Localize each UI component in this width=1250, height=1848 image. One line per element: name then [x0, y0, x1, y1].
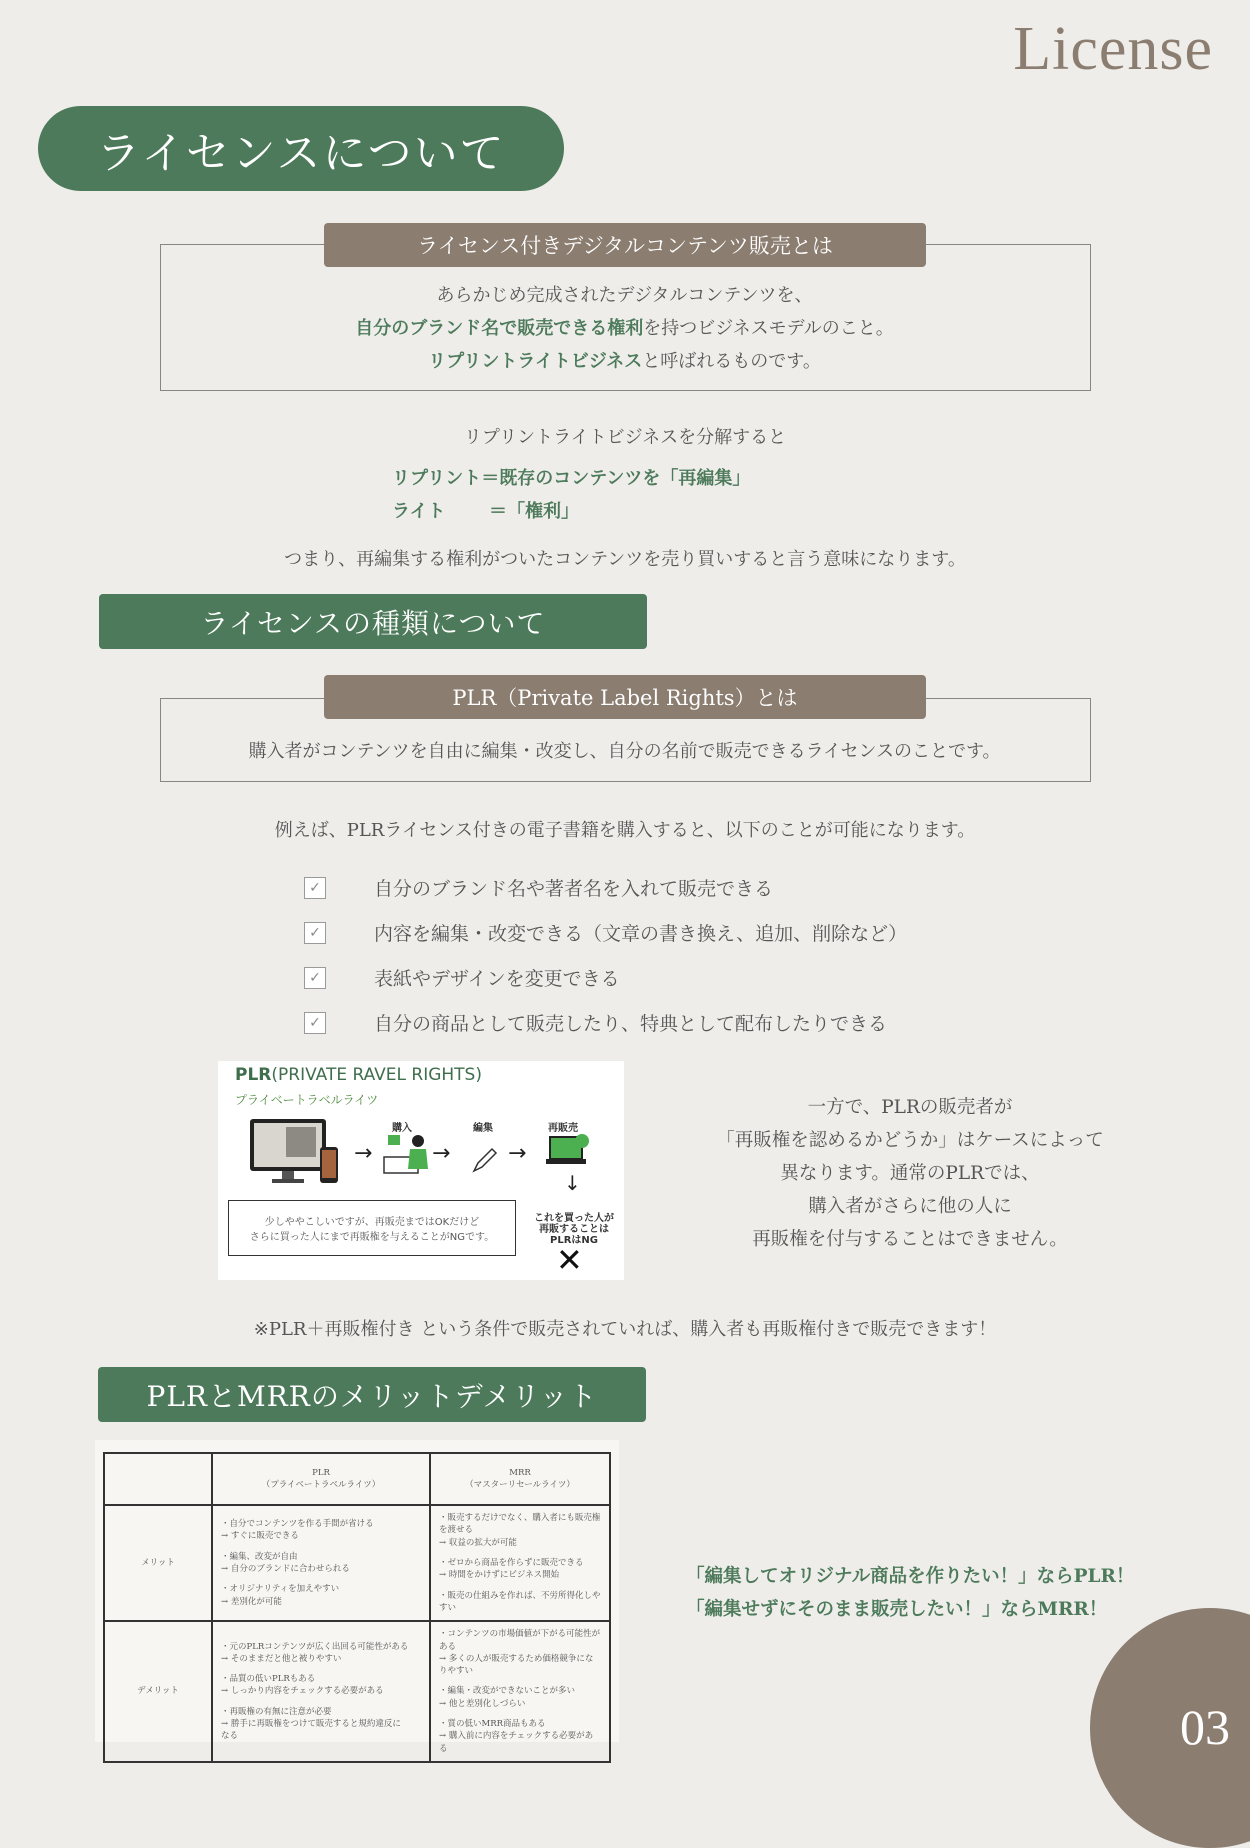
table-row-label: デメリット	[104, 1621, 212, 1762]
ng-label: これを買った人が 再販することは PLRはNG	[534, 1213, 614, 1246]
page-title: ライセンスについて	[38, 106, 564, 191]
license-heading: License	[1013, 15, 1213, 83]
checkbox-icon: ✓	[304, 877, 326, 899]
table-header-mrr: MRR （マスターリセールライツ）	[430, 1453, 610, 1505]
table-corner-cell	[104, 1453, 212, 1505]
intro-line-2-text: を持つビジネスモデルのこと。	[643, 318, 894, 339]
decompose-row-1: リプリント＝既存のコンテンツを「再編集」	[392, 468, 751, 489]
section-license-types: ライセンスの種類について	[99, 594, 647, 649]
step-edit-label: 編集	[473, 1123, 493, 1134]
check-item-label: 自分のブランド名や著者名を入れて販売できる	[374, 878, 774, 900]
intro-tab: ライセンス付きデジタルコンテンツ販売とは	[324, 223, 926, 267]
arrow-icon: →	[432, 1141, 451, 1166]
check-item	[304, 955, 1004, 1000]
diagram-subtitle: プライベートラベルライツ	[235, 1093, 379, 1107]
check-item	[304, 1000, 1004, 1045]
intro-line-1: あらかじめ完成されたデジタルコンテンツを、	[436, 285, 813, 306]
step-buy-label: 購入	[392, 1123, 412, 1134]
checkbox-icon: ✓	[304, 1012, 326, 1034]
diagram-title: PLR(PRIVATE RAVEL RIGHTS)	[235, 1065, 482, 1085]
check-item-label: 自分の商品として販売したり、特典として配布したりできる	[374, 1013, 888, 1035]
intro-line-3	[160, 347, 1089, 373]
intro-line-2	[160, 314, 1089, 340]
decompose-row-2-value: ＝「権利」	[489, 501, 579, 522]
check-item	[304, 865, 1004, 910]
intro-line-2-highlight: 自分のブランド名で販売できる権利	[355, 318, 644, 339]
comparison-table	[95, 1440, 619, 1754]
conclusion	[686, 1560, 1134, 1626]
arrow-icon: →	[508, 1141, 527, 1166]
table-row-label: メリット	[104, 1505, 212, 1621]
checkbox-icon: ✓	[304, 967, 326, 989]
plr-example: 例えば、PLRライセンス付きの電子書籍を購入すると、以下のことが可能になります。	[274, 820, 976, 841]
plr-description: 購入者がコンテンツを自由に編集・改変し、自分の名前で販売できるライセンスのことです。	[248, 741, 1001, 762]
resale-note: ※PLR＋再販権付き という条件で販売されていれば、購入者も再販権付きで販売できます！	[253, 1319, 997, 1340]
plr-diagram	[218, 1061, 624, 1280]
check-item-label: 表紙やデザインを変更できる	[374, 968, 620, 990]
table-cell-plr-merit: ・自分でコンテンツを作る手間が省ける → すぐに販売できる ・編集、改変が自由 → 自分のブランドに合わせられる ・オリジナリティを加えやすい → 差別化が可能	[212, 1505, 430, 1621]
diagram-note: 少しややこしいですが、再販売まではOKだけど さらに買った人にまで再販権を与えることがNGです。	[228, 1200, 516, 1256]
intro-line-3-text: と呼ばれるものです。	[642, 351, 821, 372]
check-item	[304, 910, 1004, 955]
cross-icon: ✕	[556, 1241, 583, 1279]
check-item-label: 内容を編集・改変できる（文章の書き換え、追加、削除など）	[374, 923, 908, 945]
table-header-plr: PLR （プライベートラベルライツ）	[212, 1453, 430, 1505]
decompose-summary: つまり、再編集する権利がついたコンテンツを売り買いすると言う意味になります。	[284, 549, 966, 570]
arrow-down-icon: ↓	[564, 1171, 581, 1195]
table-cell-mrr-demerit: ・コンテンツの市場価値が下がる可能性がある → 多くの人が販売するため価格競争になりやすい ・編集・改変ができないことが多い → 他と差別化しづらい ・質の低いMRR商品もある → 購入前に内容をチェックする必要がある	[430, 1621, 610, 1762]
decompose-row-2-label: ライト	[392, 501, 446, 522]
checkbox-icon: ✓	[304, 922, 326, 944]
plr-checklist	[304, 865, 1004, 1045]
table-cell-mrr-merit: ・販売するだけでなく、購入者にも販売権を渡せる → 収益の拡大が可能 ・ゼロから商品を作らずに販売できる → 時間をかけずにビジネス開始 ・販売の仕組みを作れば、不労所得化しやすい	[430, 1505, 610, 1621]
section-plr-mrr-merits: PLRとMRRのメリットデメリット	[98, 1367, 646, 1422]
pencil-icon	[470, 1145, 500, 1175]
intro-line-3-highlight: リプリントライトビジネス	[428, 351, 643, 372]
person-laptop-icon	[382, 1127, 434, 1177]
monitor-icon	[248, 1117, 348, 1187]
plr-side-text: 一方で、PLRの販売者が 「再販権を認めるかどうか」はケースによって 異なります。通常のPLRでは、 購入者がさらに他の人に 再販権を付与することはできません。	[716, 1097, 1104, 1250]
resale-laptop-icon	[544, 1131, 594, 1171]
arrow-icon: →	[354, 1141, 373, 1166]
decompose-lead: リプリントライトビジネスを分解すると	[463, 427, 787, 448]
page-number: 03	[1180, 1699, 1230, 1755]
step-resale-label: 再販売	[548, 1123, 578, 1134]
plr-tab: PLR（Private Label Rights）とは	[324, 675, 926, 719]
conclusion-plr: 「編集してオリジナル商品を作りたい！」ならPLR！	[686, 1566, 1135, 1587]
conclusion-mrr: 「編集せずにそのまま販売したい！」ならMRR！	[686, 1599, 1108, 1620]
table-cell-plr-demerit: ・元のPLRコンテンツが広く出回る可能性がある → そのままだと他と被りやすい ・品質の低いPLRもある → しっかり内容をチェックする必要がある ・再販権の有無に注意が必要 → 勝手に再販権をつけて販売すると規約違反に なる	[212, 1621, 430, 1762]
